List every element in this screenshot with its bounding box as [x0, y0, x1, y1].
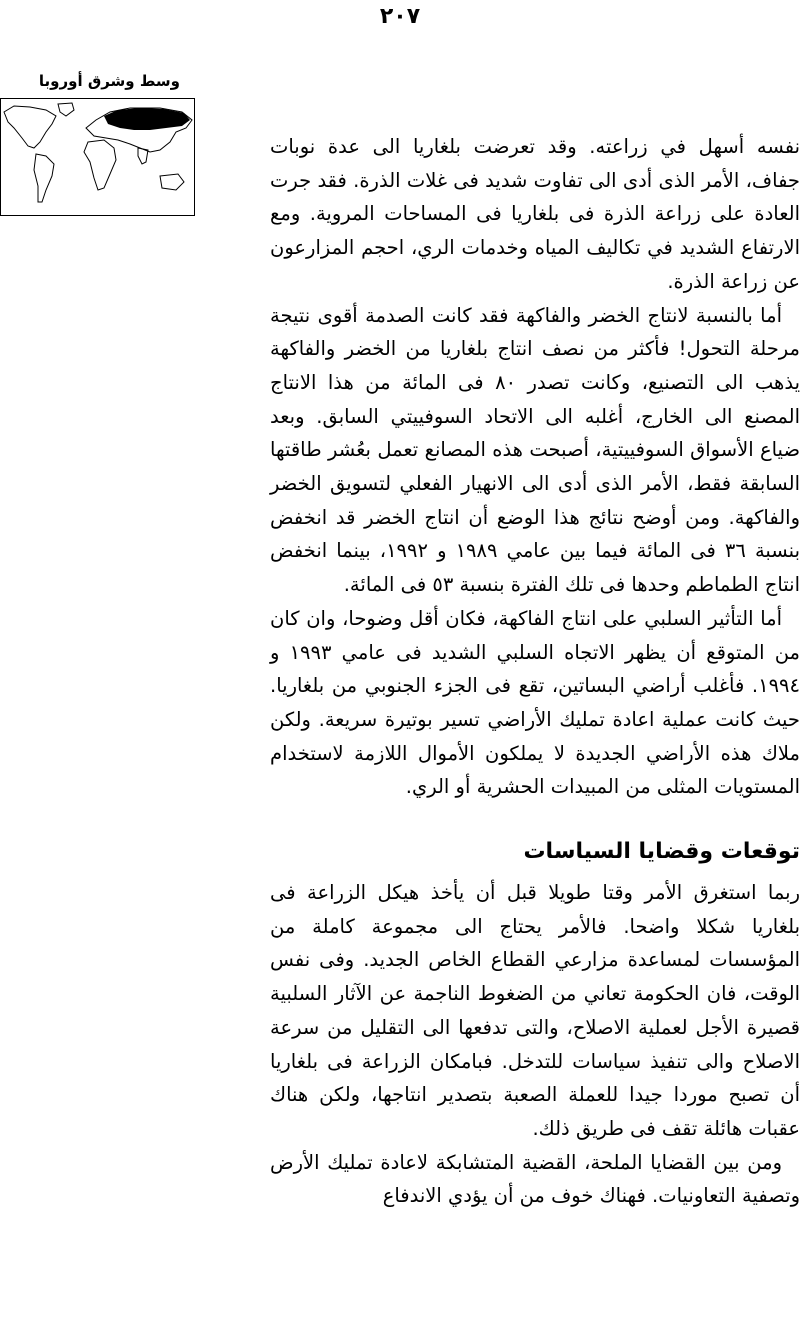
article-body [270, 130, 800, 1213]
world-map-icon [0, 98, 195, 216]
north-america-outline [4, 106, 56, 148]
australia-outline [160, 174, 184, 190]
section-heading: توقعات وقضايا السياسات [523, 839, 800, 865]
page-number: ٢٠٧ [379, 4, 421, 29]
paragraph: أما بالنسبة لانتاج الخضر والفاكهة فقد كانت الصدمة أقوى نتيجة مرحلة التحول! فأكثر من نصف انتاج بلغاريا من الخضر والفاكهة يذهب الى التصنيع، وكانت تصدر ٨٠ فى المائة من هذا الانتاج المصنع الى الخارج، أغلبه الى الاتحاد السوفييتي السابق. وبعد ضياع الأسواق السوفييتية، أصبحت هذه المصانع تعمل بعُشر طاقتها السابقة فقط، الأمر الذى أدى الى الانهيار الفعلي لتسويق الخضر والفاكهة. ومن أوضح نتائج هذا الوضع أن انتاج الخضر قد انخفض بنسبة ٣٦ فى المائة فيما بين عامي ١٩٨٩ و ١٩٩٢، بينما انخفض انتاج الطماطم وحدها فى تلك الفترة بنسبة ٥٣ فى المائة. [270, 303, 800, 597]
section-label: وسط وشرق أوروبا [38, 72, 180, 90]
africa-outline [84, 140, 116, 190]
south-america-outline [34, 154, 54, 202]
paragraph: أما التأثير السلبي على انتاج الفاكهة، فكان أقل وضوحا، وان كان من المتوقع أن يظهر الاتجاه السلبي الشديد فى عامي ١٩٩٣ و ١٩٩٤. فأغلب أراضي البساتين، تقع فى الجزء الجنوبي من بلغاريا. حيث كانت عملية اعادة تمليك الأراضي تسير بوتيرة سريعة. ولكن ملاك هذه الأراضي الجديدة لا يملكون الأموال اللازمة لاستخدام المستويات المثلى من المبيدات الحشرية أو الري. [270, 606, 800, 799]
paragraph: نفسه أسهل في زراعته. وقد تعرضت بلغاريا الى عدة نوبات جفاف، الأمر الذى أدى الى تفاوت شديد فى غلات الذرة. فقد جرت العادة على زراعة الذرة فى بلغاريا فى المساحات المروية. ومع الارتفاع الشديد في تكاليف المياه وخدمات الري، احجم المزارعون عن زراعة الذرة. [270, 135, 800, 293]
paragraph: ربما استغرق الأمر وقتا طويلا قبل أن يأخذ هيكل الزراعة فى بلغاريا شكلا واضحا. فالأمر يحتاج الى مجموعة كاملة من المؤسسات لمساعدة مزارعي القطاع الخاص الجديد. وفى نفس الوقت، فان الحكومة تعاني من الضغوط الناجمة عن الآثار السلبية قصيرة الأجل لعملية الاصلاح، والتى تدفعها الى التقليل من سرعة الاصلاح والى تنفيذ سياسات للتدخل. فبامكان الزراعة فى بلغاريا أن تصبح موردا جيدا للعملة الصعبة بتصدير انتاجها، ولكن هناك عقبات هائلة تقف فى طريق ذلك. [270, 881, 800, 1140]
paragraph: ومن بين القضايا الملحة، القضية المتشابكة لاعادة تمليك الأرض وتصفية التعاونيات. فهناك خوف من أن يؤدي الاندفاع [270, 1150, 800, 1208]
greenland-outline [58, 103, 74, 116]
